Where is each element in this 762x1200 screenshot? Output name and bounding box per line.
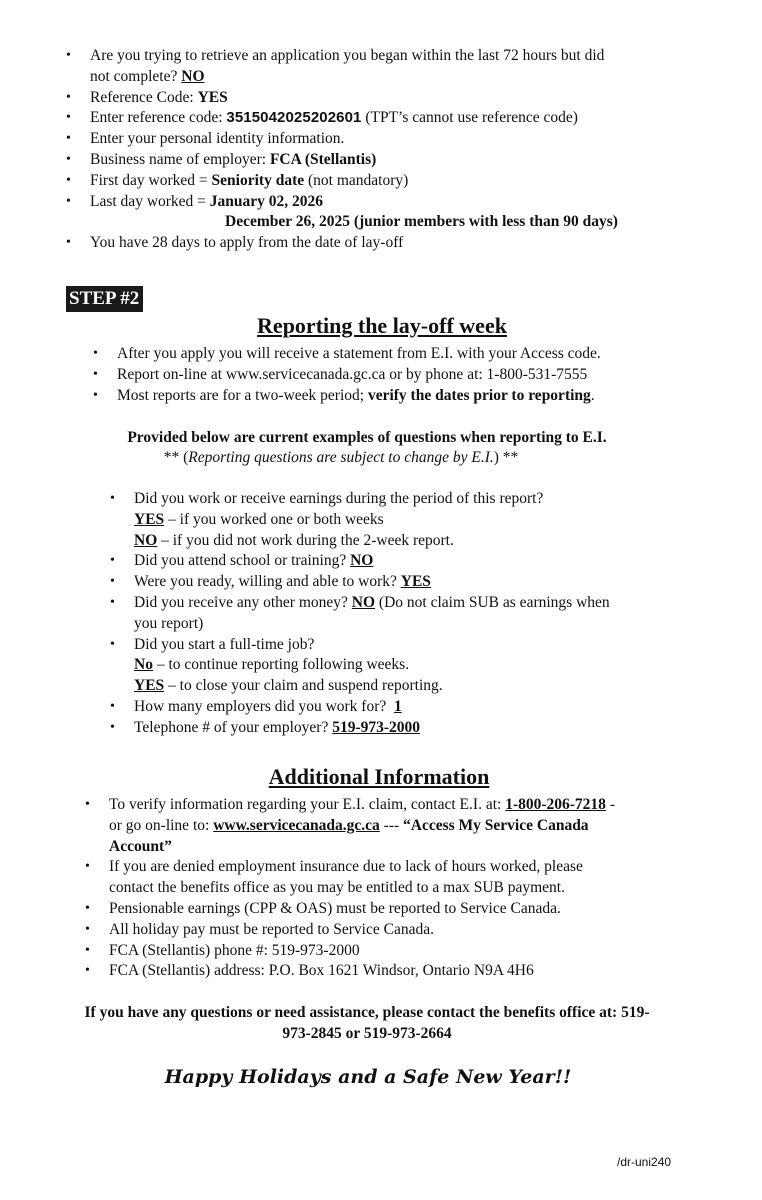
reference-code: 3515042025202601 bbox=[226, 109, 362, 127]
money-note-cont: you report) bbox=[134, 614, 204, 632]
employer-value: FCA (Stellantis) bbox=[269, 150, 377, 168]
list-item bbox=[66, 108, 618, 129]
fca-address-text: FCA (Stellantis) address: P.O. Box 1621 Windsor, Ontario N9A 4H6 bbox=[109, 962, 534, 980]
first-day-label: First day worked = bbox=[90, 171, 208, 189]
first-day-value: Seniority date bbox=[211, 171, 305, 189]
last-day-label: Last day worked = bbox=[90, 192, 206, 210]
examples-note bbox=[0, 448, 722, 469]
retrieve-question-cont: not complete? bbox=[90, 67, 178, 85]
service-canada-link[interactable]: www.servicecanada.gc.ca bbox=[213, 816, 380, 834]
verify-dates-text: verify the dates prior to reporting bbox=[367, 386, 591, 404]
fulltime-no: No bbox=[134, 656, 153, 674]
list-item bbox=[93, 386, 601, 407]
list-item bbox=[110, 572, 610, 593]
examples-intro: Provided below are current examples of questions when reporting to E.I. bbox=[127, 429, 607, 446]
school-question: Did you attend school or training? bbox=[134, 552, 347, 570]
phone-answer: 519-973-2000 bbox=[332, 718, 421, 736]
list-item bbox=[110, 718, 610, 739]
list-item bbox=[85, 941, 615, 962]
fulltime-no-text: – to continue reporting following weeks. bbox=[156, 656, 410, 674]
list-item bbox=[93, 344, 601, 365]
list-item bbox=[110, 697, 610, 718]
list-item bbox=[85, 795, 615, 857]
list-item bbox=[110, 635, 610, 697]
list-item bbox=[66, 233, 618, 254]
denied-text-cont: contact the benefits office as you may be entitled to a max SUB payment. bbox=[109, 879, 565, 897]
contact-line-1: If you have any questions or need assistance, please contact the benefits office at: 519- bbox=[84, 1004, 650, 1021]
fulltime-yes-text: – to close your claim and suspend reporting. bbox=[168, 677, 443, 695]
list-item bbox=[85, 920, 615, 941]
employers-answer: 1 bbox=[394, 697, 402, 715]
footer-code: /dr-uni240 bbox=[617, 1155, 672, 1169]
list-item bbox=[66, 150, 618, 171]
work-no-text: – if you did not work during the 2-week report. bbox=[161, 531, 454, 549]
ready-question: Were you ready, willing and able to work? bbox=[134, 573, 397, 591]
list-item bbox=[110, 551, 610, 572]
contact-block bbox=[0, 1002, 748, 1044]
questions-list bbox=[110, 489, 610, 739]
pensionable-text: Pensionable earnings (CPP & OAS) must be reported to Service Canada. bbox=[109, 899, 561, 917]
statement-text: After you apply you will receive a statement from E.I. with your Access code. bbox=[117, 345, 601, 362]
examples-note-suffix: ) ** bbox=[493, 449, 519, 466]
list-item bbox=[85, 899, 615, 920]
list-item bbox=[110, 489, 610, 551]
reference-code-note: (TPT’s cannot use reference code) bbox=[365, 109, 578, 127]
list-item bbox=[85, 961, 615, 982]
list-item bbox=[110, 593, 610, 635]
ref-code-label: Reference Code: bbox=[90, 88, 194, 106]
access-account-text: “Access My Service Canada bbox=[403, 816, 589, 834]
money-note: (Do not claim SUB as earnings when bbox=[378, 593, 610, 611]
retrieve-question: Are you trying to retrieve an application you began within the last 72 hours but did bbox=[90, 47, 605, 64]
fulltime-question: Did you start a full-time job? bbox=[134, 635, 315, 653]
ready-answer: YES bbox=[400, 573, 431, 591]
closing-greeting: Happy Holidays and a Safe New Year!! bbox=[164, 1066, 572, 1088]
list-item bbox=[66, 192, 618, 234]
list-item bbox=[66, 46, 618, 88]
work-question: Did you work or receive earnings during the period of this report? bbox=[134, 490, 544, 507]
fulltime-yes: YES bbox=[134, 677, 165, 695]
step2-list bbox=[93, 344, 601, 406]
examples-note-italic: Reporting questions are subject to change by E.I. bbox=[188, 449, 494, 466]
employers-question: How many employers did you work for? bbox=[134, 697, 387, 715]
last-day-alt: December 26, 2025 (junior members with less than 90 days) bbox=[225, 213, 618, 231]
verify-text: To verify information regarding your E.I. claim, contact E.I. at: bbox=[109, 796, 502, 813]
contact-line-2: 973-2845 or 519-973-2664 bbox=[282, 1025, 452, 1042]
examples-note-prefix: ** ( bbox=[163, 449, 189, 466]
two-week-text: Most reports are for a two-week period; bbox=[117, 386, 365, 404]
enter-ref-label: Enter reference code: bbox=[90, 109, 223, 127]
online-prefix: or go on-line to: bbox=[109, 816, 210, 834]
money-answer: NO bbox=[351, 593, 376, 611]
last-day-value: January 02, 2026 bbox=[209, 192, 324, 210]
fca-phone-text: FCA (Stellantis) phone #: 519-973-2000 bbox=[109, 941, 360, 959]
work-no: NO bbox=[134, 531, 158, 549]
list-item bbox=[85, 857, 615, 899]
step-badge: STEP #2 bbox=[66, 286, 143, 312]
school-answer: NO bbox=[350, 552, 374, 570]
employer-label: Business name of employer: bbox=[90, 150, 267, 168]
money-question: Did you receive any other money? bbox=[134, 593, 348, 611]
dash: - bbox=[609, 796, 615, 813]
ei-phone: 1-800-206-7218 bbox=[505, 796, 606, 813]
list-item bbox=[93, 365, 601, 386]
access-account-text-cont: Account” bbox=[109, 837, 172, 855]
period: . bbox=[590, 386, 595, 404]
list-item bbox=[66, 129, 618, 150]
phone-question: Telephone # of your employer? bbox=[134, 718, 329, 736]
separator: --- bbox=[383, 816, 400, 834]
section-heading-additional: Additional Information bbox=[268, 764, 490, 789]
section-heading-reporting: Reporting the lay-off week bbox=[257, 313, 507, 338]
holiday-pay-text: All holiday pay must be reported to Service Canada. bbox=[109, 920, 434, 938]
apply-window: You have 28 days to apply from the date of lay-off bbox=[90, 234, 404, 252]
additional-list bbox=[85, 795, 615, 982]
identity-text: Enter your personal identity information. bbox=[90, 130, 345, 148]
report-online-text: Report on-line at www.servicecanada.gc.ca or by phone at: 1-800-531-7555 bbox=[117, 365, 588, 383]
ref-code-answer: YES bbox=[197, 88, 228, 106]
work-yes-text: – if you worked one or both weeks bbox=[168, 510, 384, 528]
first-day-note: (not mandatory) bbox=[307, 171, 409, 189]
step1-list bbox=[66, 46, 618, 254]
list-item bbox=[66, 171, 618, 192]
retrieve-answer: NO bbox=[181, 67, 205, 85]
denied-text: If you are denied employment insurance due to lack of hours worked, please bbox=[109, 858, 583, 876]
list-item bbox=[66, 88, 618, 109]
work-yes: YES bbox=[134, 510, 165, 528]
